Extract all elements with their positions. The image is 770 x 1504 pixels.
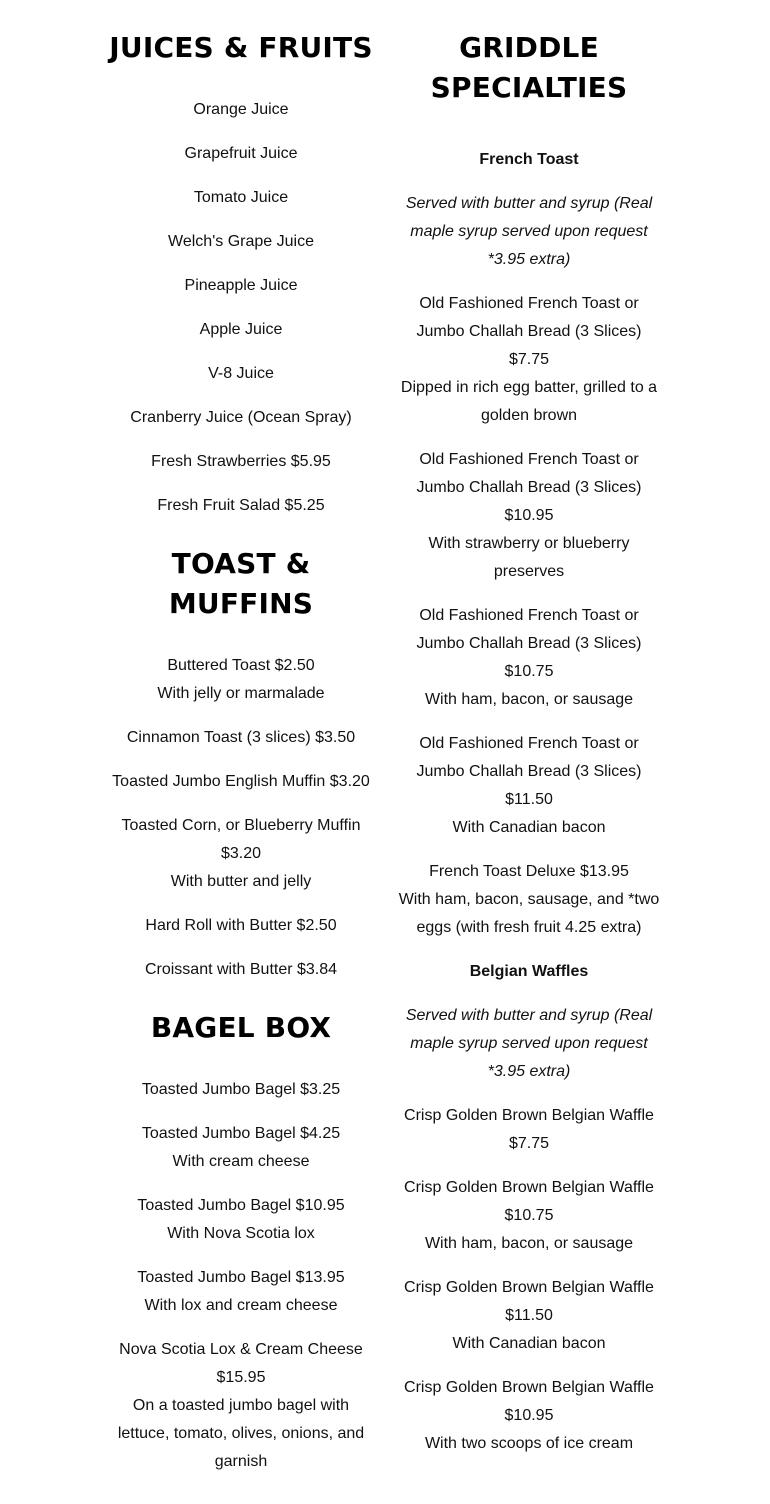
- item-name: Welch's Grape Juice: [168, 233, 314, 250]
- bagel-list: [108, 1076, 374, 1476]
- item-name: Pineapple Juice: [184, 277, 298, 294]
- item-description: Dipped in rich egg batter, grilled to a golden brown: [400, 379, 658, 424]
- menu-item: [108, 228, 374, 256]
- griddle-section: [398, 28, 660, 1458]
- item-description: With ham, bacon, sausage, and *two eggs (with fresh fruit 4.25 extra): [398, 891, 660, 936]
- item-name: Cranberry Juice (Ocean Spray): [130, 409, 352, 426]
- item-name: Tomato Juice: [193, 189, 289, 206]
- item-description: With lox and cream cheese: [144, 1297, 338, 1314]
- menu-item: [398, 1374, 660, 1458]
- item-name: Orange Juice: [193, 101, 289, 118]
- bagel-title: BAGEL BOX: [150, 1011, 332, 1044]
- menu-item: [398, 858, 660, 942]
- item-name: Cinnamon Toast (3 slices) $3.50: [126, 729, 356, 746]
- menu-item: [398, 1274, 660, 1358]
- menu-item: [108, 404, 374, 432]
- item-name: Crisp Golden Brown Belgian Waffle $7.75: [404, 1107, 654, 1152]
- menu-item: [398, 290, 660, 430]
- waffles-note: Served with butter and syrup (Real maple syrup served upon request *3.95 extra): [405, 1007, 653, 1080]
- menu-item: [108, 96, 374, 124]
- menu-item: [108, 140, 374, 168]
- menu-item: [398, 1102, 660, 1158]
- item-name: Crisp Golden Brown Belgian Waffle $11.50: [404, 1279, 654, 1324]
- menu-item: [108, 1264, 374, 1320]
- griddle-list: [398, 146, 660, 1458]
- menu-item: [398, 602, 660, 714]
- juices-list: [108, 96, 374, 520]
- item-name: Apple Juice: [199, 321, 283, 338]
- waffles-heading: Belgian Waffles: [469, 963, 589, 980]
- item-name: Old Fashioned French Toast or Jumbo Challah Bread (3 Slices) $11.50: [416, 735, 642, 808]
- item-name: V-8 Juice: [208, 365, 274, 382]
- item-name: Hard Roll with Butter $2.50: [145, 917, 337, 934]
- menu-item: [108, 360, 374, 388]
- item-name: Toasted Jumbo English Muffin $3.20: [112, 773, 370, 790]
- french-toast-heading: French Toast: [479, 151, 579, 168]
- menu-item: [398, 730, 660, 842]
- menu-item: [108, 1336, 374, 1476]
- menu-item: [108, 448, 374, 476]
- item-description: With Canadian bacon: [452, 819, 606, 836]
- item-name: Buttered Toast $2.50: [167, 657, 315, 674]
- toast-list: [108, 652, 374, 984]
- menu-item: [108, 724, 374, 752]
- item-description: With two scoops of ice cream: [424, 1435, 634, 1452]
- item-name: Toasted Jumbo Bagel $4.25: [141, 1125, 341, 1142]
- menu-item: [108, 652, 374, 708]
- toast-title: TOAST & MUFFINS: [168, 547, 314, 620]
- item-description: With Canadian bacon: [452, 1335, 606, 1352]
- juices-section: [108, 28, 374, 520]
- menu-item: [108, 272, 374, 300]
- menu-item: [398, 1174, 660, 1258]
- item-name: Crisp Golden Brown Belgian Waffle $10.75: [404, 1179, 654, 1224]
- item-description: With ham, bacon, or sausage: [424, 1235, 634, 1252]
- menu-item: [108, 1120, 374, 1176]
- item-name: Old Fashioned French Toast or Jumbo Challah Bread (3 Slices) $10.75: [416, 607, 642, 680]
- menu-item: [108, 768, 374, 796]
- item-name: Nova Scotia Lox & Cream Cheese $15.95: [119, 1341, 363, 1386]
- item-name: Fresh Fruit Salad $5.25: [157, 497, 325, 514]
- menu-item: [108, 1076, 374, 1104]
- item-description: With strawberry or blueberry preserves: [428, 535, 630, 580]
- juices-title: JUICES & FRUITS: [109, 31, 373, 64]
- item-name: Crisp Golden Brown Belgian Waffle $10.95: [404, 1379, 654, 1424]
- item-name: Toasted Jumbo Bagel $10.95: [137, 1197, 345, 1214]
- toast-section: [108, 544, 374, 984]
- item-name: Fresh Strawberries $5.95: [151, 453, 331, 470]
- item-description: With ham, bacon, or sausage: [424, 691, 634, 708]
- french-toast-note: Served with butter and syrup (Real maple syrup served upon request *3.95 extra): [405, 195, 653, 268]
- item-name: French Toast Deluxe $13.95: [429, 863, 629, 880]
- menu-item: [108, 912, 374, 940]
- left-column: [108, 28, 374, 1500]
- item-name: Croissant with Butter $3.84: [144, 961, 338, 978]
- item-description: With butter and jelly: [170, 873, 312, 890]
- item-name: Toasted Jumbo Bagel $3.25: [141, 1081, 341, 1098]
- menu-item: [108, 316, 374, 344]
- menu-item: [398, 446, 660, 586]
- item-name: Old Fashioned French Toast or Jumbo Challah Bread (3 Slices) $7.75: [416, 295, 642, 368]
- menu-item: [108, 1192, 374, 1248]
- menu-item: [108, 812, 374, 896]
- item-description: On a toasted jumbo bagel with lettuce, tomato, olives, onions, and garnish: [117, 1397, 365, 1470]
- item-name: Grapefruit Juice: [184, 145, 298, 162]
- bagel-section: [108, 1008, 374, 1476]
- item-description: With cream cheese: [172, 1153, 310, 1170]
- item-name: Old Fashioned French Toast or Jumbo Challah Bread (3 Slices) $10.95: [416, 451, 642, 524]
- right-column: [398, 28, 660, 1482]
- item-description: With jelly or marmalade: [157, 685, 325, 702]
- item-description: With Nova Scotia lox: [167, 1225, 315, 1242]
- griddle-title: GRIDDLE SPECIALTIES: [430, 31, 628, 104]
- item-name: Toasted Corn, or Blueberry Muffin $3.20: [121, 817, 361, 862]
- item-name: Toasted Jumbo Bagel $13.95: [137, 1269, 345, 1286]
- menu-item: [108, 956, 374, 984]
- menu-item: [108, 492, 374, 520]
- menu-item: [108, 184, 374, 212]
